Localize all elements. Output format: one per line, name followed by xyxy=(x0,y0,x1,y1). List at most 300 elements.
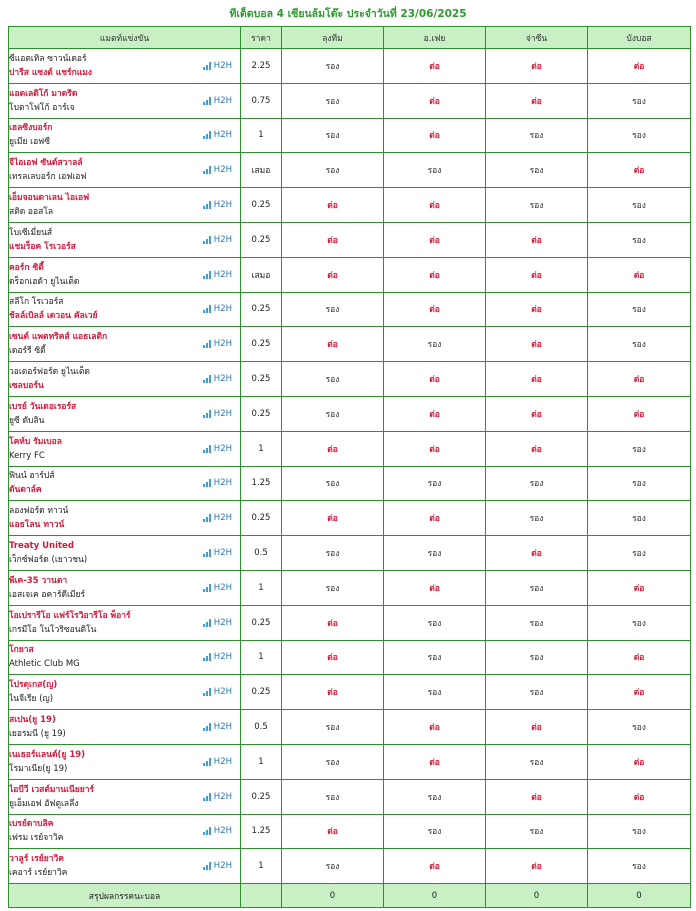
expert-pick-cell xyxy=(282,222,384,257)
match-cell xyxy=(9,118,241,153)
expert-pick-cell xyxy=(486,640,588,675)
h2h-link[interactable] xyxy=(203,652,232,662)
match-cell xyxy=(9,257,241,292)
h2h-link[interactable] xyxy=(203,200,232,210)
header-expert-3: จ่าซีน xyxy=(486,27,588,49)
expert-pick-cell xyxy=(282,536,384,571)
expert-pick-cell xyxy=(588,501,691,536)
expert-pick: รอง xyxy=(325,757,340,768)
expert-pick-cell xyxy=(588,431,691,466)
expert-pick-cell xyxy=(588,327,691,362)
expert-pick-cell xyxy=(384,710,486,745)
expert-pick-cell xyxy=(282,118,384,153)
h2h-link[interactable] xyxy=(203,270,232,280)
handicap-price: 0.25 xyxy=(241,188,282,223)
team-favorite: ปารีส แซงต์ แชร์กแมง xyxy=(9,67,92,78)
table-row xyxy=(9,431,691,466)
handicap-price: เสมอ xyxy=(241,153,282,188)
h2h-label: H2H xyxy=(213,374,232,385)
team-underdog: ซีแอตเทิล ซาวน์เดอร์ xyxy=(9,53,87,64)
expert-pick-cell xyxy=(588,536,691,571)
expert-pick-cell xyxy=(282,49,384,84)
table-row xyxy=(9,362,691,397)
table-row xyxy=(9,257,691,292)
expert-pick-cell xyxy=(588,292,691,327)
bar-chart-icon xyxy=(203,793,212,801)
match-cell xyxy=(9,814,241,849)
handicap-price: 1 xyxy=(241,744,282,779)
expert-pick-cell xyxy=(588,153,691,188)
expert-pick: ต่อ xyxy=(429,723,440,734)
h2h-label: H2H xyxy=(213,652,232,663)
match-cell xyxy=(9,49,241,84)
match-cell xyxy=(9,83,241,118)
handicap-price: 1 xyxy=(241,431,282,466)
expert-pick-cell xyxy=(588,814,691,849)
table-row xyxy=(9,188,691,223)
expert-pick-cell xyxy=(588,466,691,501)
h2h-label: H2H xyxy=(213,861,232,872)
expert-pick: ต่อ xyxy=(429,409,440,420)
table-row xyxy=(9,118,691,153)
expert-pick-cell xyxy=(282,188,384,223)
expert-pick-cell xyxy=(588,257,691,292)
team-favorite: จีไอเอฟ ซันด์สวาลล์ xyxy=(9,158,83,169)
bar-chart-icon xyxy=(203,97,212,105)
bar-chart-icon xyxy=(203,201,212,209)
expert-pick-cell xyxy=(282,814,384,849)
handicap-price: 0.25 xyxy=(241,501,282,536)
expert-pick: รอง xyxy=(529,653,544,664)
h2h-label: H2H xyxy=(213,234,232,245)
match-cell xyxy=(9,744,241,779)
expert-pick: รอง xyxy=(529,827,544,838)
table-row xyxy=(9,222,691,257)
expert-pick: รอง xyxy=(632,96,646,107)
expert-pick: ต่อ xyxy=(327,688,338,699)
expert-pick: รอง xyxy=(427,549,442,560)
expert-pick-cell xyxy=(384,153,486,188)
h2h-label: H2H xyxy=(213,826,232,837)
bar-chart-icon xyxy=(203,479,212,487)
expert-pick: ต่อ xyxy=(429,862,440,873)
team-favorite: โปรตุเกส(ญ) xyxy=(9,680,58,691)
team-favorite: เบรย์ดาบลิค xyxy=(9,819,54,830)
handicap-price: 0.25 xyxy=(241,292,282,327)
table-row xyxy=(9,744,691,779)
expert-pick-cell xyxy=(384,536,486,571)
handicap-price: 0.75 xyxy=(241,83,282,118)
team-underdog: เอสเจเค อคาร์ดีเมียร์ xyxy=(9,589,86,600)
expert-pick: รอง xyxy=(632,340,646,351)
expert-pick: ต่อ xyxy=(531,723,542,734)
expert-pick: ต่อ xyxy=(531,792,542,803)
team-favorite: โอเปรารีโอ แฟร์โรวิอารีโอ พ็อาร์ xyxy=(9,610,131,621)
expert-pick-cell xyxy=(486,605,588,640)
match-cell xyxy=(9,188,241,223)
h2h-link[interactable] xyxy=(203,548,232,558)
handicap-price: 1 xyxy=(241,118,282,153)
h2h-link[interactable] xyxy=(203,861,232,871)
h2h-link[interactable] xyxy=(203,687,232,697)
bar-chart-icon xyxy=(203,827,212,835)
h2h-label: H2H xyxy=(213,304,232,315)
expert-pick: รอง xyxy=(325,479,340,490)
expert-pick-cell xyxy=(384,570,486,605)
h2h-link[interactable] xyxy=(203,61,232,71)
team-underdog: เดอร์รี ซิตี้ xyxy=(9,346,46,357)
team-favorite: แชมร็อค โรเวอร์ส xyxy=(9,241,76,252)
team-underdog: Kerry FC xyxy=(9,450,45,461)
handicap-price: 1.25 xyxy=(241,466,282,501)
team-favorite: ไอบีวี เวสต์มานเนียยาร์ xyxy=(9,784,95,795)
expert-pick: ต่อ xyxy=(429,61,440,72)
expert-pick-cell xyxy=(588,570,691,605)
header-match: แมตท์แข่งขัน xyxy=(9,27,241,49)
expert-pick: รอง xyxy=(632,618,646,629)
bar-chart-icon xyxy=(203,131,212,139)
table-row xyxy=(9,570,691,605)
expert-pick: รอง xyxy=(325,549,340,560)
h2h-label: H2H xyxy=(213,687,232,698)
match-cell xyxy=(9,710,241,745)
bar-chart-icon xyxy=(203,584,212,592)
table-row xyxy=(9,292,691,327)
expert-pick-cell xyxy=(588,49,691,84)
expert-pick: รอง xyxy=(632,862,646,873)
team-underdog: ยูเมีย เอฟซี xyxy=(9,137,50,148)
team-favorite: วาลูร์ เรย์ยาวิค xyxy=(9,854,64,865)
expert-pick-cell xyxy=(282,570,384,605)
expert-pick-cell xyxy=(282,466,384,501)
expert-pick-cell xyxy=(486,570,588,605)
expert-pick-cell xyxy=(486,362,588,397)
team-underdog: เยอรมนี (ยู 19) xyxy=(9,729,66,740)
expert-pick-cell xyxy=(384,605,486,640)
table-row xyxy=(9,710,691,745)
expert-pick-cell xyxy=(588,640,691,675)
summary-row xyxy=(9,884,691,908)
h2h-link[interactable] xyxy=(203,235,232,245)
expert-pick-cell xyxy=(486,188,588,223)
match-cell xyxy=(9,222,241,257)
expert-pick: รอง xyxy=(427,618,442,629)
expert-pick: รอง xyxy=(529,131,544,142)
handicap-price: 0.5 xyxy=(241,710,282,745)
expert-pick-cell xyxy=(282,710,384,745)
h2h-link[interactable] xyxy=(203,618,232,628)
match-cell xyxy=(9,431,241,466)
match-cell xyxy=(9,640,241,675)
handicap-price: 0.25 xyxy=(241,222,282,257)
expert-pick: รอง xyxy=(325,583,340,594)
expert-pick: ต่อ xyxy=(633,61,645,72)
expert-pick-cell xyxy=(384,292,486,327)
handicap-price: 0.25 xyxy=(241,779,282,814)
expert-pick-cell xyxy=(486,536,588,571)
h2h-label: H2H xyxy=(213,478,232,489)
expert-pick: รอง xyxy=(325,96,340,107)
expert-pick: ต่อ xyxy=(327,235,338,246)
h2h-link[interactable] xyxy=(203,96,232,106)
h2h-link[interactable] xyxy=(203,792,232,802)
bar-chart-icon xyxy=(203,410,212,418)
header-expert-1: ลุงทีม xyxy=(282,27,384,49)
expert-pick: ต่อ xyxy=(429,305,440,316)
table-row xyxy=(9,501,691,536)
match-cell xyxy=(9,849,241,884)
expert-pick: รอง xyxy=(427,340,442,351)
bar-chart-icon xyxy=(203,305,212,313)
expert-pick-cell xyxy=(384,466,486,501)
team-underdog: สติด ออสโล xyxy=(9,207,54,218)
h2h-link[interactable] xyxy=(203,130,232,140)
expert-pick-cell xyxy=(282,640,384,675)
h2h-label: H2H xyxy=(213,165,232,176)
h2h-link[interactable] xyxy=(203,826,232,836)
expert-pick-cell xyxy=(588,396,691,431)
table-row xyxy=(9,536,691,571)
bar-chart-icon xyxy=(203,514,212,522)
expert-pick-cell xyxy=(588,188,691,223)
table-row xyxy=(9,153,691,188)
expert-pick: รอง xyxy=(632,131,646,142)
h2h-label: H2H xyxy=(213,582,232,593)
h2h-link[interactable] xyxy=(203,513,232,523)
match-cell xyxy=(9,501,241,536)
team-underdog: สลีโก โรเวอร์ส xyxy=(9,297,64,308)
bar-chart-icon xyxy=(203,758,212,766)
bar-chart-icon xyxy=(203,375,212,383)
team-favorite: เอ็มจอนดาเลน ไอเอฟ xyxy=(9,193,90,204)
h2h-label: H2H xyxy=(213,443,232,454)
h2h-link[interactable] xyxy=(203,444,232,454)
handicap-price: 0.25 xyxy=(241,362,282,397)
expert-pick-cell xyxy=(282,292,384,327)
expert-pick: รอง xyxy=(632,235,646,246)
bar-chart-icon xyxy=(203,619,212,627)
expert-pick: ต่อ xyxy=(429,131,440,142)
expert-pick-cell xyxy=(588,675,691,710)
team-underdog: โบตาโฟโก้ อาร์เจ xyxy=(9,102,75,113)
header-expert-4: บังบอส xyxy=(588,27,691,49)
table-row xyxy=(9,640,691,675)
expert-pick: รอง xyxy=(529,688,544,699)
team-favorite: ช้ลล์เบิลล์ เดวอน คัลเวย์ xyxy=(9,311,98,322)
expert-pick-cell xyxy=(486,327,588,362)
expert-pick-cell xyxy=(282,501,384,536)
table-row xyxy=(9,675,691,710)
header-expert-2: อ.เฟย xyxy=(384,27,486,49)
expert-pick-cell xyxy=(282,779,384,814)
bar-chart-icon xyxy=(203,549,212,557)
expert-pick-cell xyxy=(486,118,588,153)
expert-pick-cell xyxy=(486,431,588,466)
h2h-link[interactable] xyxy=(203,722,232,732)
expert-pick: ต่อ xyxy=(327,270,338,281)
h2h-label: H2H xyxy=(213,513,232,524)
expert-pick-cell xyxy=(384,431,486,466)
h2h-link[interactable] xyxy=(203,478,232,488)
expert-pick-cell xyxy=(588,118,691,153)
match-cell xyxy=(9,396,241,431)
team-underdog: เกรมีโอ โนโวริซอนติโน xyxy=(9,624,97,635)
expert-pick: ต่อ xyxy=(429,583,440,594)
bar-chart-icon xyxy=(203,236,212,244)
expert-pick-cell xyxy=(486,466,588,501)
bar-chart-icon xyxy=(203,862,212,870)
expert-pick: ต่อ xyxy=(429,96,440,107)
h2h-link[interactable] xyxy=(203,304,232,314)
team-favorite: แอธโลน ทาวน์ xyxy=(9,520,65,531)
team-favorite: Treaty United xyxy=(9,541,74,552)
expert-pick-cell xyxy=(384,675,486,710)
expert-pick-cell xyxy=(384,779,486,814)
expert-pick: ต่อ xyxy=(429,514,440,525)
expert-pick-cell xyxy=(384,83,486,118)
expert-pick-cell xyxy=(486,849,588,884)
summary-value: 0 xyxy=(486,884,588,908)
expert-pick: ต่อ xyxy=(633,688,645,699)
expert-pick-cell xyxy=(588,222,691,257)
expert-pick-cell xyxy=(384,257,486,292)
match-cell xyxy=(9,779,241,814)
expert-pick-cell xyxy=(588,83,691,118)
expert-pick-cell xyxy=(384,222,486,257)
expert-pick: ต่อ xyxy=(429,201,440,212)
expert-pick: รอง xyxy=(325,409,340,420)
expert-pick: รอง xyxy=(529,514,544,525)
expert-pick-cell xyxy=(486,744,588,779)
expert-pick-cell xyxy=(282,605,384,640)
expert-pick-cell xyxy=(384,744,486,779)
expert-pick: รอง xyxy=(529,618,544,629)
h2h-link[interactable] xyxy=(203,409,232,419)
expert-pick: ต่อ xyxy=(429,235,440,246)
team-favorite: คอร์ก ซิตี้ xyxy=(9,262,44,273)
expert-pick: รอง xyxy=(325,166,340,177)
expert-pick: ต่อ xyxy=(531,235,542,246)
expert-pick: ต่อ xyxy=(429,270,440,281)
match-cell xyxy=(9,570,241,605)
expert-pick: รอง xyxy=(325,61,340,72)
expert-pick: ต่อ xyxy=(633,375,645,386)
h2h-label: H2H xyxy=(213,269,232,280)
expert-pick: ต่อ xyxy=(327,201,338,212)
h2h-link[interactable] xyxy=(203,583,232,593)
expert-pick: รอง xyxy=(632,549,646,560)
expert-pick-cell xyxy=(282,362,384,397)
team-underdog: วอเตอร์ฟอร์ด ยูไนเต็ด xyxy=(9,367,90,378)
h2h-link[interactable] xyxy=(203,374,232,384)
expert-pick: รอง xyxy=(632,827,646,838)
match-cell xyxy=(9,292,241,327)
h2h-label: H2H xyxy=(213,548,232,559)
h2h-label: H2H xyxy=(213,339,232,350)
team-favorite: เซนต์ แพตทริคส์ แอธเลติก xyxy=(9,332,108,343)
bar-chart-icon xyxy=(203,166,212,174)
expert-pick-cell xyxy=(384,396,486,431)
bar-chart-icon xyxy=(203,271,212,279)
team-underdog: เว็กซ์ฟอร์ด (เยาวชน) xyxy=(9,555,88,566)
h2h-label: H2H xyxy=(213,791,232,802)
team-underdog: ฟินน์ ฮาร์ปส์ xyxy=(9,471,55,482)
handicap-price: 1.25 xyxy=(241,814,282,849)
expert-pick: รอง xyxy=(529,757,544,768)
expert-pick-cell xyxy=(384,327,486,362)
expert-pick: รอง xyxy=(325,305,340,316)
expert-pick-cell xyxy=(486,83,588,118)
expert-pick-cell xyxy=(282,744,384,779)
handicap-price: 1 xyxy=(241,570,282,605)
h2h-label: H2H xyxy=(213,95,232,106)
expert-pick: รอง xyxy=(427,792,442,803)
expert-pick-cell xyxy=(486,257,588,292)
h2h-link[interactable] xyxy=(203,339,232,349)
expert-pick: ต่อ xyxy=(327,827,338,838)
expert-pick: ต่อ xyxy=(531,340,542,351)
summary-value: 0 xyxy=(384,884,486,908)
expert-pick: รอง xyxy=(427,688,442,699)
expert-pick: ต่อ xyxy=(633,166,645,177)
h2h-link[interactable] xyxy=(203,165,232,175)
team-favorite: เบรย์ วันเดอเรอร์ส xyxy=(9,401,77,412)
expert-pick: ต่อ xyxy=(633,757,645,768)
match-cell xyxy=(9,153,241,188)
expert-pick: รอง xyxy=(632,723,646,734)
expert-pick-cell xyxy=(282,675,384,710)
expert-pick: ต่อ xyxy=(531,549,542,560)
match-cell xyxy=(9,536,241,571)
expert-pick-cell xyxy=(384,640,486,675)
summary-value: 0 xyxy=(282,884,384,908)
expert-pick: ต่อ xyxy=(633,583,645,594)
team-favorite: สเปน(ยู 19) xyxy=(9,715,56,726)
team-favorite: เซลบอร์น xyxy=(9,381,44,392)
expert-pick-cell xyxy=(384,849,486,884)
match-cell xyxy=(9,466,241,501)
expert-pick: ต่อ xyxy=(531,270,542,281)
handicap-price: 1 xyxy=(241,640,282,675)
team-favorite: โกยาส xyxy=(9,645,34,656)
handicap-price: 0.5 xyxy=(241,536,282,571)
handicap-price: 0.25 xyxy=(241,605,282,640)
table-row xyxy=(9,605,691,640)
team-underdog: ยูซี ดับลิน xyxy=(9,415,45,426)
expert-pick-cell xyxy=(486,814,588,849)
expert-pick: รอง xyxy=(325,862,340,873)
expert-pick-cell xyxy=(588,362,691,397)
expert-pick-cell xyxy=(588,744,691,779)
h2h-label: H2H xyxy=(213,617,232,628)
expert-pick-cell xyxy=(486,153,588,188)
team-underdog: โบเซีเมี่ยนส์ xyxy=(9,227,53,238)
bar-chart-icon xyxy=(203,445,212,453)
match-cell xyxy=(9,362,241,397)
expert-pick: ต่อ xyxy=(633,270,645,281)
expert-pick: รอง xyxy=(325,723,340,734)
expert-pick: รอง xyxy=(632,444,646,455)
handicap-price: 0.25 xyxy=(241,675,282,710)
summary-label: สรุปผลกรรคนะบอล xyxy=(9,884,241,908)
page-title: ทีเด็ดบอล 4 เซียนล้มโต๊ะ ประจำวันที่ 23/06/2025 xyxy=(229,8,467,20)
team-favorite: โคห์บ รัมเบอล xyxy=(9,436,62,447)
table-header-row xyxy=(9,27,691,49)
h2h-label: H2H xyxy=(213,722,232,733)
team-favorite: เฮลซิงบอร์ก xyxy=(9,123,53,134)
h2h-link[interactable] xyxy=(203,757,232,767)
match-cell xyxy=(9,605,241,640)
